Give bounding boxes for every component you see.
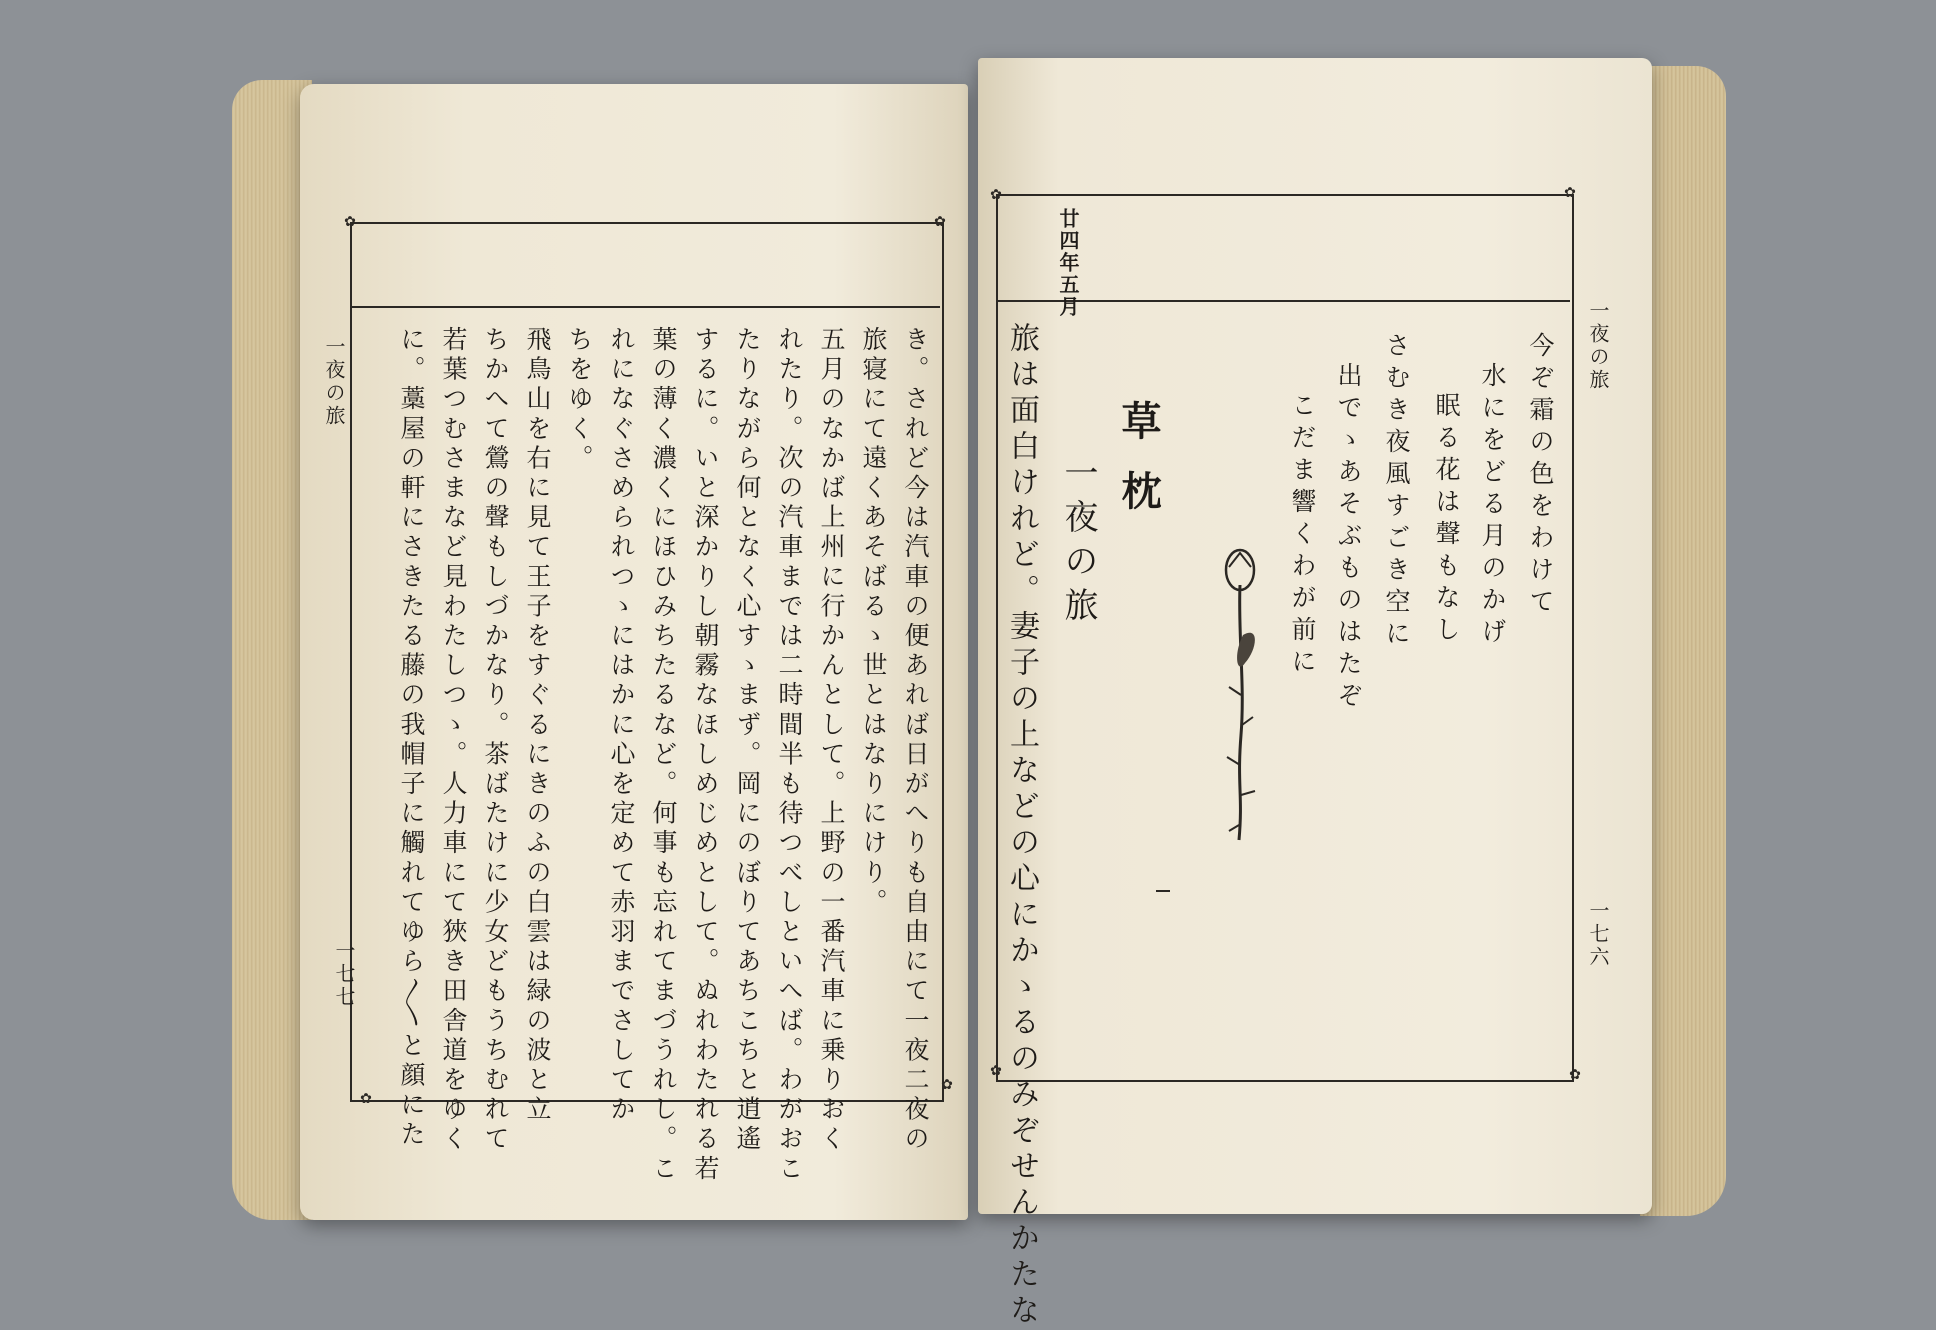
right-running-title: 一夜の旅 xyxy=(1586,300,1610,392)
text-column: れたり。次の汽車までは二時間半も待つべしといへば。わがおこ xyxy=(775,326,804,1185)
chapter-title: 一夜の旅 xyxy=(1058,455,1098,631)
text-column: 葉の薄く濃くにほひみちたるなど。何事も忘れてまづうれし。こ xyxy=(649,326,678,1185)
corner-ornament-icon: ✿ xyxy=(941,1077,953,1093)
corner-ornament-icon: ✿ xyxy=(1564,185,1576,201)
text-column: 若葉つむさまなど見わたしつゝ。人力車にて狹き田舎道をゆく xyxy=(439,326,468,1155)
right-page-number: 一七六 xyxy=(1586,900,1610,969)
corner-ornament-icon: ✿ xyxy=(360,1091,372,1107)
corner-ornament-icon: ✿ xyxy=(1569,1067,1581,1083)
text-column: ちかへて鶯の聲もしづかなり。茶ばたけに少女どもうちむれて xyxy=(481,326,510,1155)
dash-mark xyxy=(1156,890,1170,892)
text-column: たりながら何となく心すゝまず。岡にのぼりてあちこちと逍遙 xyxy=(733,326,762,1155)
left-page-number: 一七七 xyxy=(332,940,356,1009)
text-column: に。藁屋の軒にさきたる藤の我帽子に觸れてゆら〳〵と顔にた xyxy=(397,326,426,1151)
flower-illustration xyxy=(1205,545,1275,845)
corner-ornament-icon: ✿ xyxy=(990,187,1002,203)
section-title: 草枕 xyxy=(1115,400,1162,540)
text-column: するに。いと深かりし朝霧なほしめじめとして。ぬれわたれる若 xyxy=(691,326,720,1185)
right-header-rule xyxy=(998,300,1570,302)
left-running-title: 一夜の旅 xyxy=(322,336,346,428)
poem-line: 眠る花は聲もなし xyxy=(1432,392,1461,648)
text-column: 飛鳥山を右に見て王子をすぐるにきのふの白雲は緑の波と立 xyxy=(523,326,552,1126)
poem-line: 水にをどる月のかげ xyxy=(1478,362,1507,650)
text-column: れになぐさめられつゝにはかに心を定めて赤羽までさしてか xyxy=(607,326,636,1126)
text-column: 五月のなかば上州に行かんとして。上野の一番汽車に乗りおく xyxy=(817,326,846,1155)
poem-line: 今ぞ霜の色をわけて xyxy=(1526,332,1555,620)
text-column: ちをゆく。 xyxy=(565,326,594,474)
poem-line: こだま響くわが前に xyxy=(1288,392,1317,680)
text-column: き。されど今は汽車の便あれば日がへりも自由にて一夜二夜の xyxy=(901,326,930,1155)
poem-line: さむき夜風すごき空に xyxy=(1382,332,1411,652)
corner-ornament-icon: ✿ xyxy=(990,1063,1002,1079)
corner-ornament-icon: ✿ xyxy=(344,214,356,230)
header-date: 廿四年五月 xyxy=(1056,208,1080,318)
right-page-edges xyxy=(1640,66,1726,1216)
poem-line: 出でゝあそぶものはたぞ xyxy=(1334,362,1363,714)
corner-ornament-icon: ✿ xyxy=(934,214,946,230)
text-column: 旅寝にて遠くあそばるゝ世とはなりにけり。 xyxy=(859,326,888,918)
left-header-rule xyxy=(352,306,940,308)
opening-line: 旅は面白けれど。妻子の上などの心にかゝるのみぞせんかたな xyxy=(1004,322,1039,1330)
